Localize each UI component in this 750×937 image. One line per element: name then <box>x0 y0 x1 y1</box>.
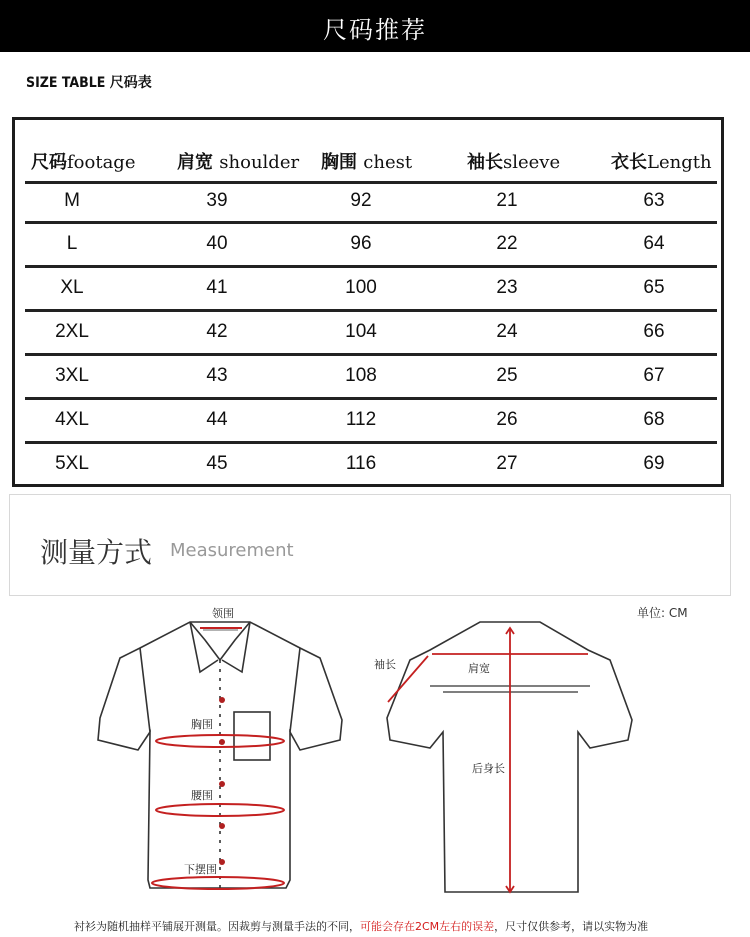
header-length-en: Length <box>647 152 712 173</box>
value-cell: 66 <box>643 321 665 342</box>
header-shoulder-en: shoulder <box>219 152 300 173</box>
value-cell: 26 <box>496 409 518 430</box>
header-sleeve-cn: 袖长 <box>467 152 503 173</box>
header-chest-cn: 胸围 <box>321 152 357 173</box>
value-cell: 112 <box>345 409 377 430</box>
size-cell: L <box>66 233 78 254</box>
front-measure-lines <box>152 628 284 889</box>
label-hem: 下摆围 <box>184 863 217 876</box>
size-cell: M <box>64 190 80 211</box>
header-shoulder <box>177 148 299 174</box>
value-cell: 67 <box>643 365 665 386</box>
front-shirt <box>98 622 342 888</box>
note-part1: 衬衫为随机抽样平铺展开测量。因裁剪与测量手法的不同， <box>74 920 360 933</box>
value-cell: 22 <box>496 233 518 254</box>
measurement-header <box>9 494 731 596</box>
table-rule <box>25 181 717 184</box>
table-rule <box>25 221 717 224</box>
measurement-title-en: Measurement <box>170 540 294 561</box>
value-cell: 96 <box>350 233 372 254</box>
value-cell: 108 <box>345 365 377 386</box>
label-shoulder: 肩宽 <box>468 662 490 675</box>
value-cell: 23 <box>496 277 518 298</box>
title-banner <box>0 0 750 52</box>
header-sleeve-en: sleeve <box>503 152 561 173</box>
table-rule <box>25 353 717 356</box>
shirt-measurement-diagram <box>0 600 750 910</box>
header-size-en: footage <box>67 152 136 173</box>
header-length <box>611 148 712 174</box>
table-rule <box>25 397 717 400</box>
value-cell: 45 <box>206 453 228 474</box>
value-cell: 43 <box>206 365 228 386</box>
label-waist: 腰围 <box>191 789 213 802</box>
value-cell: 63 <box>643 190 665 211</box>
header-sleeve <box>467 148 560 174</box>
label-back-length: 后身长 <box>472 762 505 775</box>
size-cell: 4XL <box>55 409 89 430</box>
value-cell: 64 <box>643 233 665 254</box>
header-size <box>31 148 135 174</box>
value-cell: 92 <box>350 190 372 211</box>
label-collar: 领围 <box>212 607 234 620</box>
size-cell: 3XL <box>55 365 89 386</box>
header-chest <box>321 148 412 174</box>
value-cell: 21 <box>496 190 518 211</box>
note-part3: ，尺寸仅供参考，请以实物为准 <box>494 920 649 933</box>
table-rule <box>25 309 717 312</box>
header-shoulder-cn: 肩宽 <box>177 152 213 173</box>
value-cell: 100 <box>345 277 377 298</box>
header-length-cn: 衣长 <box>611 152 647 173</box>
value-cell: 68 <box>643 409 665 430</box>
header-size-cn: 尺码 <box>31 152 67 173</box>
value-cell: 24 <box>496 321 518 342</box>
note-part2-red: 可能会存在2CM左右的误差 <box>360 920 495 933</box>
table-rule <box>25 265 717 268</box>
size-cell: XL <box>60 277 84 298</box>
value-cell: 44 <box>206 409 228 430</box>
size-cell: 2XL <box>55 321 89 342</box>
value-cell: 40 <box>206 233 228 254</box>
value-cell: 25 <box>496 365 518 386</box>
size-table <box>12 117 724 487</box>
label-chest: 胸围 <box>191 718 213 731</box>
measurement-title-cn: 测量方式 <box>40 536 153 569</box>
size-cell: 5XL <box>55 453 89 474</box>
value-cell: 104 <box>345 321 377 342</box>
banner-title: 尺码推荐 <box>323 16 427 44</box>
value-cell: 65 <box>643 277 665 298</box>
value-cell: 116 <box>345 453 377 474</box>
value-cell: 39 <box>206 190 228 211</box>
measurement-note <box>74 918 648 934</box>
value-cell: 27 <box>496 453 518 474</box>
unit-label: 单位: CM <box>637 606 688 620</box>
front-buttons <box>219 697 225 865</box>
size-table-label: SIZE TABLE 尺码表 <box>26 75 152 91</box>
value-cell: 41 <box>206 277 228 298</box>
value-cell: 42 <box>206 321 228 342</box>
value-cell: 69 <box>643 453 665 474</box>
header-chest-en: chest <box>363 152 413 173</box>
table-rule <box>25 441 717 444</box>
label-sleeve: 袖长 <box>374 658 396 671</box>
